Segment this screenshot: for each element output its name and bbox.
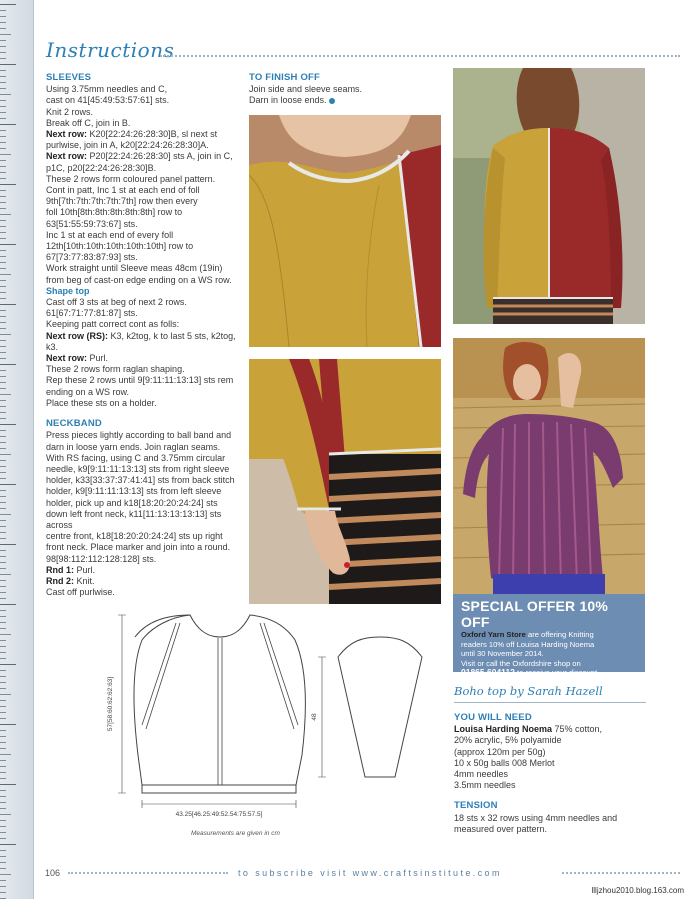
ruler-tick [0, 274, 11, 275]
ruler-tick [0, 70, 6, 71]
offer-phone: 01865 604112 [461, 667, 515, 678]
ruler-tick [0, 436, 6, 437]
ruler-tick [0, 220, 6, 221]
ruler-tick [0, 196, 6, 197]
ruler-tick [0, 472, 6, 473]
text-line: front neck. Place marker and join into a round. [46, 542, 231, 553]
ruler-tick [0, 322, 6, 323]
ruler-tick [0, 826, 6, 827]
ruler-tick [0, 106, 6, 107]
ruler-tick [0, 778, 6, 779]
ruler-tick [0, 520, 6, 521]
ruler-tick [0, 700, 6, 701]
text-line: Rep these 2 rows until 9[9:11:11:13:13] sts rem [46, 375, 234, 386]
ruler-tick [0, 496, 6, 497]
ruler-tick [0, 130, 6, 131]
offer-line [461, 668, 637, 678]
body-width-label: 43.25[46.25:49:52.54:75:57.5] [175, 811, 263, 818]
ruler-tick [0, 850, 6, 851]
ruler-tick [0, 226, 6, 227]
ruler-tick [0, 334, 11, 335]
text: K20[22:24:26:28:30]B, sl next st [87, 129, 218, 140]
ruler-tick [0, 160, 6, 161]
ruler-tick [0, 208, 6, 209]
text-line: 12th[10th:10th:10th:10th:10th] row to [46, 241, 194, 252]
ruler-tick [0, 508, 6, 509]
ruler-tick [0, 346, 6, 347]
ruler-tick [0, 604, 16, 605]
ruler-tick [0, 754, 11, 755]
photo-sweater-back-illustration [453, 68, 645, 324]
ruler-tick [0, 364, 16, 365]
text-line: Cont in patt, Inc 1 st at each end of foll [46, 185, 200, 196]
ruler-tick [0, 466, 6, 467]
text: 75% cotton, [552, 724, 603, 735]
text-line [46, 151, 246, 162]
text-line: Join side and sleeve seams. [249, 84, 363, 95]
ruler-tick [0, 352, 6, 353]
ruler-tick [0, 310, 6, 311]
text-line: centre front, k18[18:20:20:24:24] sts up right [46, 531, 223, 542]
ruler-tick [0, 370, 6, 371]
special-offer-box [453, 594, 645, 678]
text-line: p1C, p20[22:24:26:28:30]B. [46, 162, 157, 173]
shape-top-heading: Shape top [46, 285, 90, 296]
text-line: Break off C, join in B. [46, 117, 131, 128]
label: Next row: [46, 353, 88, 364]
ruler-tick [0, 238, 6, 239]
sleeve-outline [338, 637, 422, 777]
ruler-tick [0, 664, 16, 665]
neckband-heading: NECKBAND [46, 418, 102, 430]
text: Darn in loose ends. [249, 95, 327, 106]
label: Next row (RS): [46, 330, 109, 341]
ruler-tick [0, 688, 6, 689]
ruler-tick [0, 568, 6, 569]
offer-line [461, 630, 637, 640]
text: Knit. [74, 575, 95, 586]
ruler-tick [0, 538, 6, 539]
ruler-tick [0, 814, 11, 815]
ruler-tick [0, 526, 6, 527]
ruler-tick [0, 394, 11, 395]
ruler-tick [0, 292, 6, 293]
ruler-tick [0, 10, 6, 11]
text-line: 98[98:112:112:128:128] sts. [46, 553, 157, 564]
photo-sweater-neckline [249, 115, 441, 347]
ruler-tick [0, 64, 16, 65]
text-line: Place these sts on a holder. [46, 397, 157, 408]
photo-sleeve-detail [249, 359, 441, 604]
ruler-tick [0, 424, 16, 425]
photo-boho-top [453, 338, 645, 594]
ruler-tick [0, 610, 6, 611]
ruler-tick [0, 328, 6, 329]
ruler-tick [0, 646, 6, 647]
text-line: Cast off 3 sts at beg of next 2 rows. [46, 297, 187, 308]
ruler-tick [0, 862, 6, 863]
text-line: ending on a WS row. [46, 386, 130, 397]
ruler-tick [0, 400, 6, 401]
ruler-tick [0, 838, 6, 839]
offer-line: Visit or call the Oxfordshire shop on [461, 658, 581, 668]
ruler-tick [0, 682, 6, 683]
photo-sleeve-detail-illustration [249, 359, 441, 604]
ruler-tick [0, 298, 6, 299]
text-line: 9th[7th:7th:7th:7th:7th] row then every [46, 196, 198, 207]
text-line: 63[51:55:59:73:67] sts. [46, 218, 138, 229]
ruler-tick [0, 562, 6, 563]
ruler-tick [0, 316, 6, 317]
ruler-tick [0, 82, 6, 83]
text-line: (approx 120m per 50g) [454, 746, 546, 757]
ruler-tick [0, 694, 11, 695]
ruler-tick [0, 34, 11, 35]
offer-title: SPECIAL OFFER 10% OFF [461, 598, 609, 630]
ruler-tick [0, 760, 6, 761]
ruler-tick [0, 190, 6, 191]
text-line: down left front neck, k11[11:13:13:13:13] sts across [46, 508, 222, 530]
ruler-tick [0, 556, 6, 557]
text-line: Work straight until Sleeve meas 48cm (19in) [46, 263, 223, 274]
text-line: purlwise, join in A, k20[22:24:26:28:30]A. [46, 140, 209, 151]
diagram-caption: Measurements are given in cm [191, 830, 280, 837]
ruler-tick [0, 550, 6, 551]
ruler-tick [0, 634, 11, 635]
footer-divider-left [68, 872, 228, 874]
ruler-tick [0, 658, 6, 659]
footer-divider-right [562, 872, 680, 874]
text-line: cast on 41[45:49:53:57:61] sts. [46, 95, 170, 106]
photo-boho-top-illustration [453, 338, 645, 594]
ruler-tick [0, 502, 6, 503]
ruler-tick [0, 16, 6, 17]
ruler-margin [0, 0, 34, 899]
ruler-tick [0, 52, 6, 53]
finish-section [249, 72, 449, 107]
ruler-tick [0, 880, 6, 881]
offer-line: until 30 November 2014. [461, 649, 544, 659]
text-line: Knit 2 rows. [46, 106, 94, 117]
tension-heading: TENSION [454, 800, 498, 812]
ruler-tick [0, 388, 6, 389]
text-line: holder, pick up and k18[18:20:20:24:24] sts [46, 497, 218, 508]
ruler-tick [0, 460, 6, 461]
ruler-tick [0, 514, 11, 515]
ruler-tick [0, 670, 6, 671]
text-line: These 2 rows form coloured panel pattern. [46, 173, 216, 184]
body-outline [134, 615, 305, 785]
ruler-tick [0, 532, 6, 533]
ruler-tick [0, 598, 6, 599]
ruler-tick [0, 490, 6, 491]
text-line: With RS facing, using C and 3.75mm circular [46, 452, 226, 463]
text-line [46, 576, 246, 587]
ruler-tick [0, 652, 6, 653]
ruler-tick [0, 820, 6, 821]
ruler-tick [0, 148, 6, 149]
sleeve-length-label: 48 [311, 713, 318, 721]
footer-text: to subscribe visit www.craftsinstitute.com [238, 868, 502, 878]
text: K3, k2tog, k to last 5 sts, k2tog, [108, 330, 236, 341]
ruler-tick [0, 478, 6, 479]
ruler-tick [0, 574, 11, 575]
boho-title: Boho top by Sarah Hazell [454, 684, 603, 698]
text-line [46, 353, 246, 364]
ruler-tick [0, 40, 6, 41]
finish-heading: TO FINISH OFF [249, 72, 321, 83]
ruler-tick [0, 790, 6, 791]
ruler-tick [0, 412, 6, 413]
ruler-tick [0, 430, 6, 431]
ruler-tick [0, 256, 6, 257]
ruler-tick [0, 442, 6, 443]
text-line [46, 331, 246, 342]
ruler-tick [0, 802, 6, 803]
ruler-tick [0, 622, 6, 623]
ruler-tick [0, 178, 6, 179]
ruler-tick [0, 268, 6, 269]
page-number: 106 [45, 868, 61, 878]
photo-sweater-neckline-illustration [249, 115, 441, 347]
ruler-tick [0, 616, 6, 617]
ruler-tick [0, 640, 6, 641]
ruler-tick [0, 304, 16, 305]
ruler-tick [0, 736, 6, 737]
text-line: 4mm needles [454, 769, 509, 780]
ruler-tick [0, 88, 6, 89]
ruler-tick [0, 886, 6, 887]
text-line: Press pieces lightly according to ball band and [46, 430, 232, 441]
ruler-tick [0, 544, 16, 545]
ruler-tick [0, 4, 16, 5]
text-line: holder, k9[9:11:11:13:13] sts from left sleeve [46, 486, 222, 497]
text-line [46, 129, 246, 140]
ruler-tick [0, 244, 16, 245]
ruler-tick [0, 718, 6, 719]
ruler-tick [0, 856, 6, 857]
text: to receive your discount. [514, 668, 600, 678]
ruler-tick [0, 844, 16, 845]
ruler-tick [0, 406, 6, 407]
text: are offering Knitting [525, 630, 594, 639]
ruler-tick [0, 772, 6, 773]
text-line: from beg of cast-on edge ending on a WS row. [46, 274, 232, 285]
ruler-tick [0, 214, 11, 215]
ruler-tick [0, 766, 6, 767]
ruler-tick [0, 166, 6, 167]
left-column [46, 72, 246, 598]
ruler-tick [0, 94, 11, 95]
ruler-tick [0, 28, 6, 29]
offer-line: readers 10% off Louisa Harding Noema [461, 639, 595, 649]
text-line: 18 sts x 32 rows using 4mm needles and [454, 812, 618, 823]
text-line: Using 3.75mm needles and C, [46, 84, 168, 95]
ruler-tick [0, 112, 6, 113]
ruler-tick [0, 796, 6, 797]
text: Purl. [87, 353, 109, 364]
ruler-tick [0, 358, 6, 359]
text-line: Keeping patt correct cont as folls: [46, 319, 180, 330]
ruler-tick [0, 730, 6, 731]
label: Next row: [46, 151, 88, 162]
text-line: Cast off purlwise. [46, 587, 115, 598]
ruler-tick [0, 184, 16, 185]
heading-divider [160, 55, 680, 57]
ruler-tick [0, 874, 11, 875]
text-line: needle, k9[9:11:11:13:13] sts from right sleeve [46, 463, 230, 474]
ruler-tick [0, 100, 6, 101]
text: Purl. [74, 564, 96, 575]
ruler-tick [0, 382, 6, 383]
ruler-tick [0, 676, 6, 677]
ruler-tick [0, 742, 6, 743]
text-line: k3. [46, 341, 59, 352]
photo-sweater-back [453, 68, 645, 324]
text: P20[22:24:26:28:30] sts A, join in C, [87, 151, 233, 162]
text-line [249, 95, 449, 106]
ruler-tick [0, 118, 6, 119]
ruler-tick [0, 448, 6, 449]
ruler-tick [0, 280, 6, 281]
label: Rnd 2: [46, 575, 74, 586]
ruler-tick [0, 808, 6, 809]
ruler-tick [0, 586, 6, 587]
ruler-tick [0, 262, 6, 263]
ruler-tick [0, 868, 6, 869]
text-line: 20% acrylic, 5% polyamide [454, 735, 562, 746]
ruler-tick [0, 136, 6, 137]
ruler-tick [0, 202, 6, 203]
ruler-tick [0, 628, 6, 629]
ruler-tick [0, 232, 6, 233]
text-line: darn in loose yarn ends. Join raglan seams. [46, 441, 221, 452]
ruler-tick [0, 46, 6, 47]
label: Next row: [46, 129, 88, 140]
ruler-tick [0, 124, 16, 125]
text-line: 67[73:77:83:87:93] sts. [46, 252, 138, 263]
ruler-tick [0, 580, 6, 581]
ruler-tick [0, 454, 11, 455]
watermark: llljzhou2010.blog.163.com [591, 886, 684, 895]
sleeves-heading: SLEEVES [46, 72, 92, 83]
body-height-label: 57[58:60:62:62:63] [107, 676, 114, 732]
label: Rnd 1: [46, 564, 74, 575]
ruler-tick [0, 832, 6, 833]
ruler-tick [0, 892, 6, 893]
end-mark-icon [329, 98, 335, 104]
ruler-tick [0, 784, 16, 785]
ruler-tick [0, 724, 16, 725]
schematic-diagram [80, 605, 450, 830]
ruler-tick [0, 376, 6, 377]
ruler-tick [0, 418, 6, 419]
yarn-name: Louisa Harding Noema [454, 724, 553, 735]
ruler-tick [0, 250, 6, 251]
materials-section [454, 712, 654, 835]
ruler-tick [0, 154, 11, 155]
ruler-tick [0, 340, 6, 341]
text-line: foll 10th[8th:8th:8th:8th:8th] row to [46, 207, 183, 218]
ruler-tick [0, 592, 6, 593]
text-line: holder, k33[33:37:37:41:41] sts from back stitch [46, 475, 235, 486]
ruler-tick [0, 58, 6, 59]
ruler-tick [0, 22, 6, 23]
page-heading: Instructions [46, 38, 175, 62]
ruler-tick [0, 484, 16, 485]
ruler-tick [0, 748, 6, 749]
text-line: Inc 1 st at each end of every foll [46, 229, 174, 240]
ruler-tick [0, 286, 6, 287]
text-line [46, 565, 246, 576]
ruler-tick [0, 76, 6, 77]
text-line: 3.5mm needles [454, 780, 516, 791]
ruler-tick [0, 172, 6, 173]
text-line: These 2 rows form raglan shaping. [46, 364, 185, 375]
ruler-tick [0, 706, 6, 707]
text-line [454, 724, 654, 735]
offer-store: Oxford Yarn Store [461, 630, 526, 639]
materials-heading: YOU WILL NEED [454, 712, 532, 723]
ruler-tick [0, 712, 6, 713]
boho-divider [454, 702, 646, 703]
ruler-tick [0, 142, 6, 143]
text-line: measured over pattern. [454, 823, 548, 834]
text-line: 10 x 50g balls 008 Merlot [454, 757, 555, 768]
text-line: 61[67:71:77:81:87] sts. [46, 308, 138, 319]
